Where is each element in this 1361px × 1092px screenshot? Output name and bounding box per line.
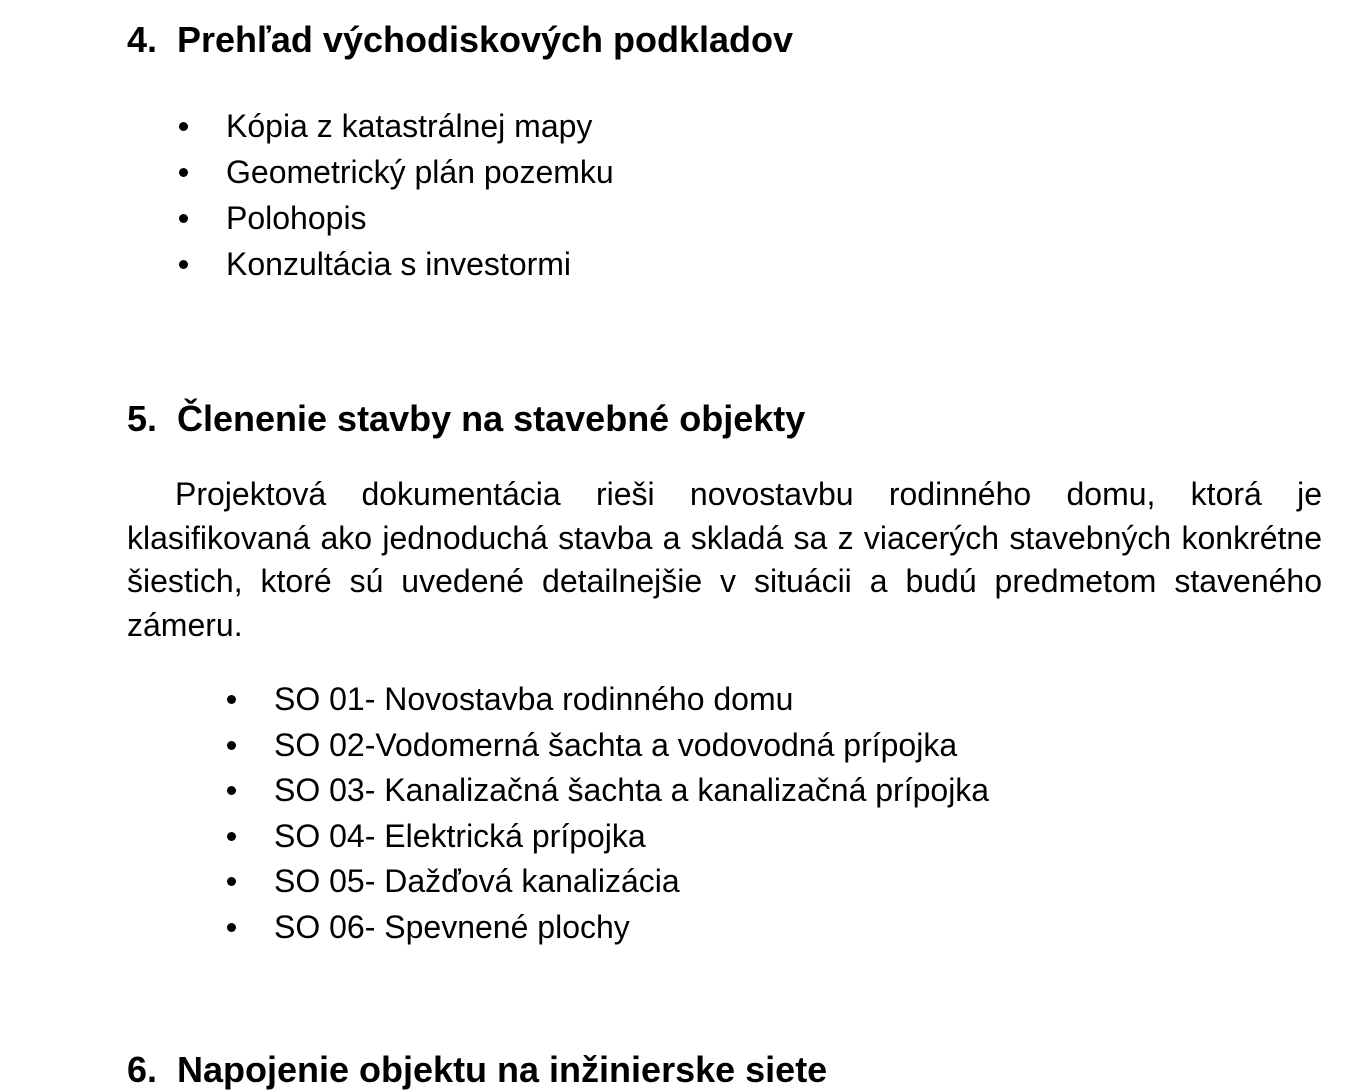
- bullet-icon: [227, 695, 236, 704]
- list-item: SO 04- Elektrická prípojka: [274, 813, 989, 859]
- section-4-heading: [127, 18, 793, 62]
- bullet-icon: [227, 786, 236, 795]
- section-4-list: [226, 103, 614, 287]
- section-6-heading: [127, 1048, 827, 1092]
- bullet-icon: [179, 214, 188, 223]
- section-4-number: 4.: [127, 19, 158, 60]
- list-item: SO 03- Kanalizačná šachta a kanalizačná prípojka: [274, 767, 989, 813]
- list-item: SO 01- Novostavba rodinného domu: [274, 676, 989, 722]
- bullet-icon: [179, 122, 188, 131]
- bullet-icon: [227, 923, 236, 932]
- bullet-icon: [179, 260, 188, 269]
- list-item: Konzultácia s investormi: [226, 241, 614, 287]
- bullet-icon: [227, 741, 236, 750]
- section-5-number: 5.: [127, 398, 158, 439]
- list-item: SO 02-Vodomerná šachta a vodovodná prípojka: [274, 722, 989, 768]
- section-5-heading: [127, 397, 805, 441]
- section-4-title: Prehľad východiskových podkladov: [177, 19, 794, 60]
- section-5-paragraph: Projektová dokumentácia rieši novostavbu rodinného domu, ktorá je klasifikovaná ako jednoduchá stavba a skladá sa z viacerých stavebných konkrétne šiestich, ktoré sú uvedené detailnejšie v situácii a budú predmetom staveného zámeru.: [127, 476, 1322, 643]
- bullet-icon: [179, 168, 188, 177]
- section-5-list: [274, 676, 989, 950]
- list-item: Geometrický plán pozemku: [226, 149, 614, 195]
- section-5-title: Členenie stavby na stavebné objekty: [177, 398, 806, 439]
- bullet-icon: [227, 877, 236, 886]
- list-item: Polohopis: [226, 195, 614, 241]
- list-item: SO 05- Dažďová kanalizácia: [274, 858, 989, 904]
- section-6-title: Napojenie objektu na inžinierske siete: [177, 1049, 828, 1090]
- list-item: Kópia z katastrálnej mapy: [226, 103, 614, 149]
- bullet-icon: [227, 832, 236, 841]
- list-item: SO 06- Spevnené plochy: [274, 904, 989, 950]
- section-6-number: 6.: [127, 1049, 158, 1090]
